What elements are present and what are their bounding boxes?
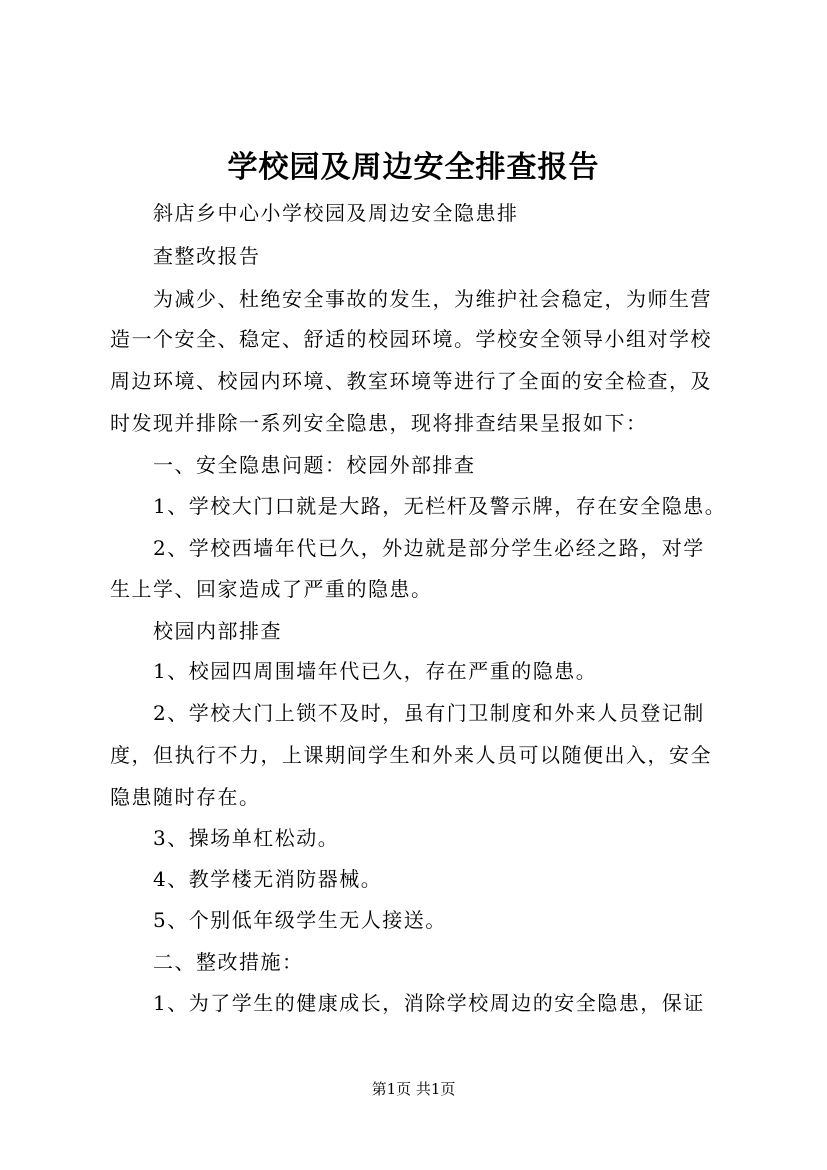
subsection-heading: 校园内部排查	[153, 619, 282, 643]
page-number-footer: 第1页 共1页	[371, 1080, 456, 1098]
list-item-continuation: 生上学、回家造成了严重的隐患。	[110, 577, 433, 601]
list-item-continuation: 度，但执行不力，上课期间学生和外来人员可以随便出入，安全	[110, 743, 712, 767]
paragraph-line: 周边环境、校园内环境、教室环境等进行了全面的安全检查，及	[110, 369, 712, 393]
paragraph-line: 造一个安全、稳定、舒适的校园环境。学校安全领导小组对学校	[110, 327, 712, 351]
section-heading: 二、整改措施：	[153, 950, 304, 974]
section-heading: 一、安全隐患问题：校园外部排查	[153, 453, 476, 477]
list-item: 2、学校西墙年代已久，外边就是部分学生必经之路，对学	[153, 536, 705, 560]
subtitle-line-2: 查整改报告	[153, 244, 261, 268]
paragraph-line: 为减少、杜绝安全事故的发生，为维护社会稳定，为师生营	[153, 287, 712, 311]
list-item: 1、学校大门口就是大路，无栏杆及警示牌，存在安全隐患。	[153, 494, 727, 518]
list-item-continuation: 隐患随时存在。	[110, 785, 261, 809]
paragraph-line: 时发现并排除一系列安全隐患，现将排查结果呈报如下：	[110, 411, 648, 435]
list-item: 2、学校大门上锁不及时，虽有门卫制度和外来人员登记制	[153, 701, 705, 725]
list-item: 4、教学楼无消防器械。	[153, 867, 383, 891]
list-item: 1、为了学生的健康成长，消除学校周边的安全隐患，保证	[153, 991, 705, 1015]
list-item: 5、个别低年级学生无人接送。	[153, 908, 447, 932]
document-title: 学校园及周边安全排查报告	[227, 150, 600, 185]
subtitle-line-1: 斜店乡中心小学校园及周边安全隐患排	[153, 201, 519, 225]
list-item: 3、操场单杠松动。	[153, 826, 340, 850]
list-item: 1、校园四周围墙年代已久，存在严重的隐患。	[153, 659, 598, 683]
